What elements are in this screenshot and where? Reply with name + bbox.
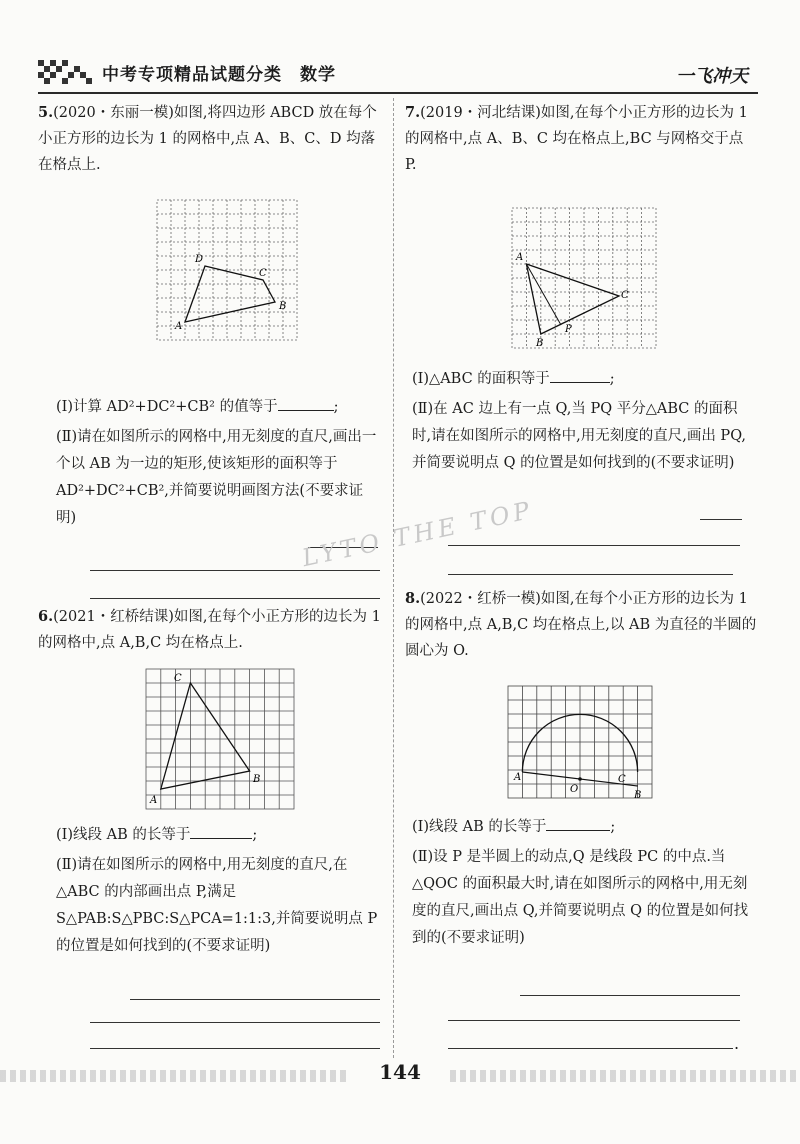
q6-text xyxy=(38,604,388,656)
column-divider xyxy=(393,98,394,1058)
q8-number: 8. xyxy=(405,590,421,607)
logo-icon xyxy=(38,60,92,86)
q7-answer-line-3[interactable] xyxy=(448,574,733,575)
q7-answer-line-1[interactable] xyxy=(700,519,742,520)
q6-part1: (Ⅰ)线段 AB 的长等于 ; xyxy=(56,822,386,849)
q6-label-c: C xyxy=(174,673,182,684)
q5-number: 5. xyxy=(38,104,54,121)
header-rule xyxy=(38,92,758,94)
q7-figure xyxy=(510,206,658,352)
q7-segment-ap xyxy=(526,264,561,325)
q7-number: 7. xyxy=(405,104,421,121)
q6-part2: (Ⅱ)请在如图所示的网格中,用无刻度的直尺,在△ABC 的内部画出点 P,满足 S△PAB:S△PBC:S△PCA=1:1:3,并简要说明点 P 的位置是如何找到的(不要求证明) xyxy=(56,857,378,954)
q5-part2: (Ⅱ)请在如图所示的网格中,用无刻度的直尺,画出一个以 AB 为一边的矩形,使该矩形的面积等于 AD²+DC²+CB²,并简要说明画图方法(不要求证明) xyxy=(56,429,377,526)
q7-part1-answer[interactable] xyxy=(550,366,610,383)
q7-label-b: B xyxy=(536,338,544,349)
q5-stem: (2020・东丽一模)如图,将四边形 ABCD 放在每个小正方形的边长为 1 的网格中,点 A、B、C、D 均落在格点上. xyxy=(38,105,377,173)
q7-stem: (2019・河北结课)如图,在每个小正方形的边长为 1 的网格中,点 A、B、C 均在格点上,BC 与网格交于点 P. xyxy=(405,105,748,173)
q5-answer-line-2[interactable] xyxy=(90,570,380,571)
q7-part2: (Ⅱ)在 AC 边上有一点 Q,当 PQ 平分△ABC 的面积时,请在如图所示的网格中,用无刻度的直尺,画出 PQ,并简要说明点 Q 的位置是如何找到的(不要求证明) xyxy=(412,401,746,471)
q8-part2: (Ⅱ)设 P 是半圆上的动点,Q 是线段 PC 的中点.当△QOC 的面积最大时,请在如图所示的网格中,用无刻度的直尺,画出点 Q,并简要说明点 Q 的位置是如何找到的(不要求证明) xyxy=(412,849,749,946)
q8-part1-answer[interactable] xyxy=(546,814,610,831)
q6-label-a: A xyxy=(150,795,158,806)
q8-text xyxy=(405,586,757,664)
q5-part1: (Ⅰ)计算 AD²+DC²+CB² 的值等于 ; xyxy=(56,394,386,421)
q5-grid xyxy=(157,200,297,340)
q5-answer-line-3[interactable] xyxy=(90,598,380,599)
q8-answer-line-2[interactable] xyxy=(448,1020,740,1021)
header xyxy=(38,58,338,88)
q5-figure xyxy=(155,198,300,346)
q6-answer-line-1[interactable] xyxy=(130,999,380,1000)
q7-label-c: C xyxy=(621,290,629,301)
q6-figure xyxy=(144,667,296,813)
q8-figure xyxy=(506,684,654,802)
q8-answer-line-3[interactable] xyxy=(448,1048,733,1049)
q7-triangle xyxy=(526,264,619,334)
q6-stem: (2021・红桥结课)如图,在每个小正方形的边长为 1 的网格中,点 A,B,C 均在格点上. xyxy=(38,609,381,651)
q5-text xyxy=(38,100,388,178)
q5-label-d: D xyxy=(195,254,204,265)
q5-part1-answer[interactable] xyxy=(278,394,334,411)
header-title: 中考专项精品试题分类 数学 xyxy=(102,65,336,85)
watermark: LYTO THE TOP xyxy=(299,495,536,573)
q6-answer-line-3[interactable] xyxy=(90,1048,380,1049)
q8-label-b: B xyxy=(634,790,642,801)
q6-answer-line-2[interactable] xyxy=(90,1022,380,1023)
q7-label-p: P xyxy=(565,324,572,335)
q8-label-o: O xyxy=(570,784,579,795)
q5-label-b: B xyxy=(279,301,287,312)
q6-part1-answer[interactable] xyxy=(190,822,252,839)
q6-label-b: B xyxy=(253,774,261,785)
q8-label-c: C xyxy=(618,774,626,785)
q6-number: 6. xyxy=(38,608,54,625)
q8-grid xyxy=(508,686,652,798)
header-brand: 一飞冲天 xyxy=(676,66,748,87)
q5-label-a: A xyxy=(175,321,183,332)
q7-grid xyxy=(512,208,656,348)
q5-label-c: C xyxy=(259,268,267,279)
q8-center-point xyxy=(578,777,582,781)
end-mark: . xyxy=(734,1034,740,1053)
q7-answer-line-2[interactable] xyxy=(448,545,740,546)
q7-label-a: A xyxy=(516,252,524,263)
q8-part1: (Ⅰ)线段 AB 的长等于 ; xyxy=(412,814,752,841)
q8-stem: (2022・红桥一模)如图,在每个小正方形的边长为 1 的网格中,点 A,B,C 均在格点上,以 AB 为直径的半圆的圆心为 O. xyxy=(405,591,757,659)
q7-part1: (Ⅰ)△ABC 的面积等于 ; xyxy=(412,366,752,393)
q8-label-a: A xyxy=(514,772,522,783)
q7-text xyxy=(405,100,757,178)
q8-answer-line-1[interactable] xyxy=(520,995,740,996)
page-number: 144 xyxy=(350,1060,450,1090)
